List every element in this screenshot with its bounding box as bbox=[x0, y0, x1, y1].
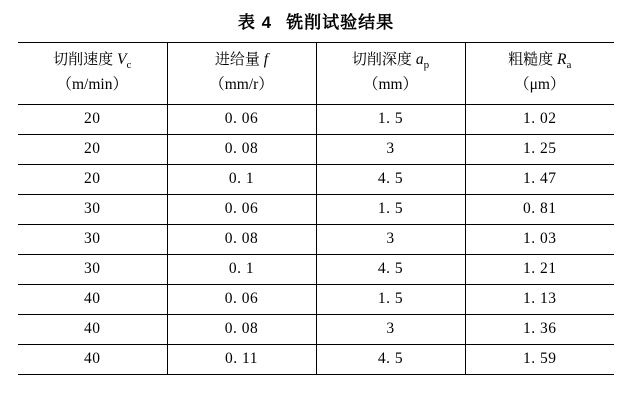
cell-cutting-speed: 40 bbox=[18, 314, 167, 344]
table-row bbox=[18, 134, 614, 164]
column-label-cn: 进给量 bbox=[214, 51, 260, 68]
table-head bbox=[18, 43, 614, 105]
cell-roughness: 1. 21 bbox=[465, 254, 614, 284]
cell-feed-rate: 0. 06 bbox=[167, 104, 316, 134]
column-unit: （mm） bbox=[362, 76, 419, 94]
cell-cutting-depth: 3 bbox=[316, 134, 465, 164]
cell-roughness: 1. 36 bbox=[465, 314, 614, 344]
cell-roughness: 1. 03 bbox=[465, 224, 614, 254]
table-row bbox=[18, 314, 614, 344]
table-caption-name: 铣削试验结果 bbox=[286, 13, 395, 32]
column-symbol: a bbox=[415, 51, 424, 68]
cell-cutting-depth: 4. 5 bbox=[316, 344, 465, 374]
header-line-1 bbox=[170, 49, 314, 74]
cell-cutting-depth: 1. 5 bbox=[316, 194, 465, 224]
cell-feed-rate: 0. 1 bbox=[167, 164, 316, 194]
column-header-cutting-depth bbox=[316, 43, 465, 105]
column-header-cutting-speed bbox=[18, 43, 167, 105]
milling-test-results-table bbox=[18, 42, 614, 375]
cell-cutting-speed: 30 bbox=[18, 194, 167, 224]
cell-feed-rate: 0. 1 bbox=[167, 254, 316, 284]
table-row bbox=[18, 254, 614, 284]
cell-feed-rate: 0. 08 bbox=[167, 224, 316, 254]
table-row bbox=[18, 224, 614, 254]
cell-cutting-depth: 3 bbox=[316, 224, 465, 254]
cell-feed-rate: 0. 08 bbox=[167, 314, 316, 344]
column-label-cn: 切削速度 bbox=[53, 51, 114, 68]
column-label-cn: 粗糙度 bbox=[508, 51, 554, 68]
cell-feed-rate: 0. 06 bbox=[167, 284, 316, 314]
table-caption-label: 表 4 bbox=[237, 13, 273, 32]
cell-cutting-speed: 30 bbox=[18, 224, 167, 254]
table-header-row bbox=[18, 43, 614, 105]
table-row bbox=[18, 104, 614, 134]
cell-cutting-speed: 40 bbox=[18, 344, 167, 374]
cell-cutting-depth: 4. 5 bbox=[316, 164, 465, 194]
cell-cutting-depth: 4. 5 bbox=[316, 254, 465, 284]
column-header-feed-rate bbox=[167, 43, 316, 105]
header-line-1 bbox=[468, 49, 613, 74]
cell-cutting-speed: 30 bbox=[18, 254, 167, 284]
table-row bbox=[18, 284, 614, 314]
table-row bbox=[18, 164, 614, 194]
column-header-roughness bbox=[465, 43, 614, 105]
cell-roughness: 1. 13 bbox=[465, 284, 614, 314]
cell-cutting-depth: 1. 5 bbox=[316, 104, 465, 134]
column-symbol-sub: p bbox=[423, 59, 430, 72]
cell-cutting-depth: 3 bbox=[316, 314, 465, 344]
column-unit: （m/min） bbox=[56, 76, 128, 94]
column-unit: （mm/r） bbox=[209, 76, 274, 94]
column-symbol-sub: a bbox=[566, 59, 572, 72]
cell-cutting-speed: 20 bbox=[18, 134, 167, 164]
cell-roughness: 1. 25 bbox=[465, 134, 614, 164]
cell-cutting-speed: 40 bbox=[18, 284, 167, 314]
cell-feed-rate: 0. 11 bbox=[167, 344, 316, 374]
table-row bbox=[18, 344, 614, 374]
cell-feed-rate: 0. 08 bbox=[167, 134, 316, 164]
cell-cutting-speed: 20 bbox=[18, 104, 167, 134]
table-caption bbox=[0, 0, 632, 42]
header-line-1 bbox=[319, 49, 463, 74]
cell-roughness: 1. 47 bbox=[465, 164, 614, 194]
cell-feed-rate: 0. 06 bbox=[167, 194, 316, 224]
table-body bbox=[18, 104, 614, 374]
cell-roughness: 0. 81 bbox=[465, 194, 614, 224]
header-line-1 bbox=[20, 49, 165, 74]
cell-cutting-depth: 1. 5 bbox=[316, 284, 465, 314]
cell-cutting-speed: 20 bbox=[18, 164, 167, 194]
column-symbol: R bbox=[557, 51, 567, 68]
column-symbol-sub: c bbox=[126, 59, 132, 72]
table-row bbox=[18, 194, 614, 224]
column-symbol: f bbox=[263, 51, 269, 68]
cell-roughness: 1. 02 bbox=[465, 104, 614, 134]
column-label-cn: 切削深度 bbox=[351, 51, 412, 68]
cell-roughness: 1. 59 bbox=[465, 344, 614, 374]
column-unit: （μm） bbox=[514, 76, 566, 94]
column-symbol: V bbox=[117, 51, 127, 68]
